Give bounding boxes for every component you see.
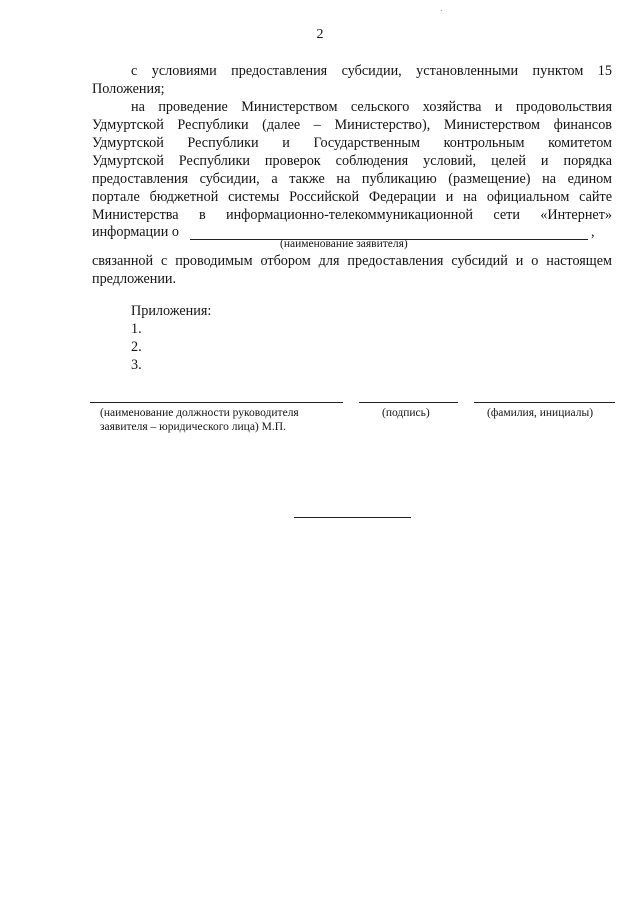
body-line-5: Удмуртской Республики и Государственным контрольным комитетом	[92, 135, 612, 151]
position-caption-line-1: (наименование должности руководителя	[100, 407, 299, 419]
attachment-item-2: 2.	[131, 339, 142, 355]
body-line-4: Удмуртской Республики (далее – Министерство), Министерством финансов	[92, 117, 612, 133]
body-line-8: портале бюджетной системы Российской Федерации и на официальном сайте	[92, 189, 612, 205]
attachments-heading: Приложения:	[131, 303, 212, 319]
document-end-line	[294, 517, 411, 518]
body-line-7: предоставления субсидии, а также на публикацию (размещение) на едином	[92, 171, 612, 187]
body-line-10-prefix: информации о	[92, 224, 179, 240]
body-line-1: с условиями предоставления субсидии, установленными пунктом 15	[131, 63, 612, 79]
position-signature-line	[90, 402, 343, 403]
scan-speck	[441, 10, 442, 11]
position-caption-line-2: заявителя – юридического лица) М.П.	[100, 421, 286, 433]
signature-caption: (подпись)	[382, 407, 430, 419]
body-line-12: предложении.	[92, 271, 177, 287]
applicant-name-caption: (наименование заявителя)	[280, 238, 408, 250]
body-line-9: Министерства в информационно-телекоммуникационной сети «Интернет»	[92, 207, 612, 223]
signature-line	[359, 402, 458, 403]
name-caption: (фамилия, инициалы)	[487, 407, 594, 419]
body-line-10-suffix: ,	[591, 224, 595, 240]
body-line-6: Удмуртской Республики проверок соблюдения условий, целей и порядка	[92, 153, 612, 169]
body-line-3: на проведение Министерством сельского хозяйства и продовольствия	[131, 99, 612, 115]
body-line-11: связанной с проводимым отбором для предоставления субсидий и о настоящем	[92, 253, 612, 269]
name-signature-line	[474, 402, 615, 403]
body-line-2: Положения;	[92, 81, 165, 97]
page-number: 2	[316, 27, 324, 42]
attachment-item-1: 1.	[131, 321, 142, 337]
attachment-item-3: 3.	[131, 357, 142, 373]
